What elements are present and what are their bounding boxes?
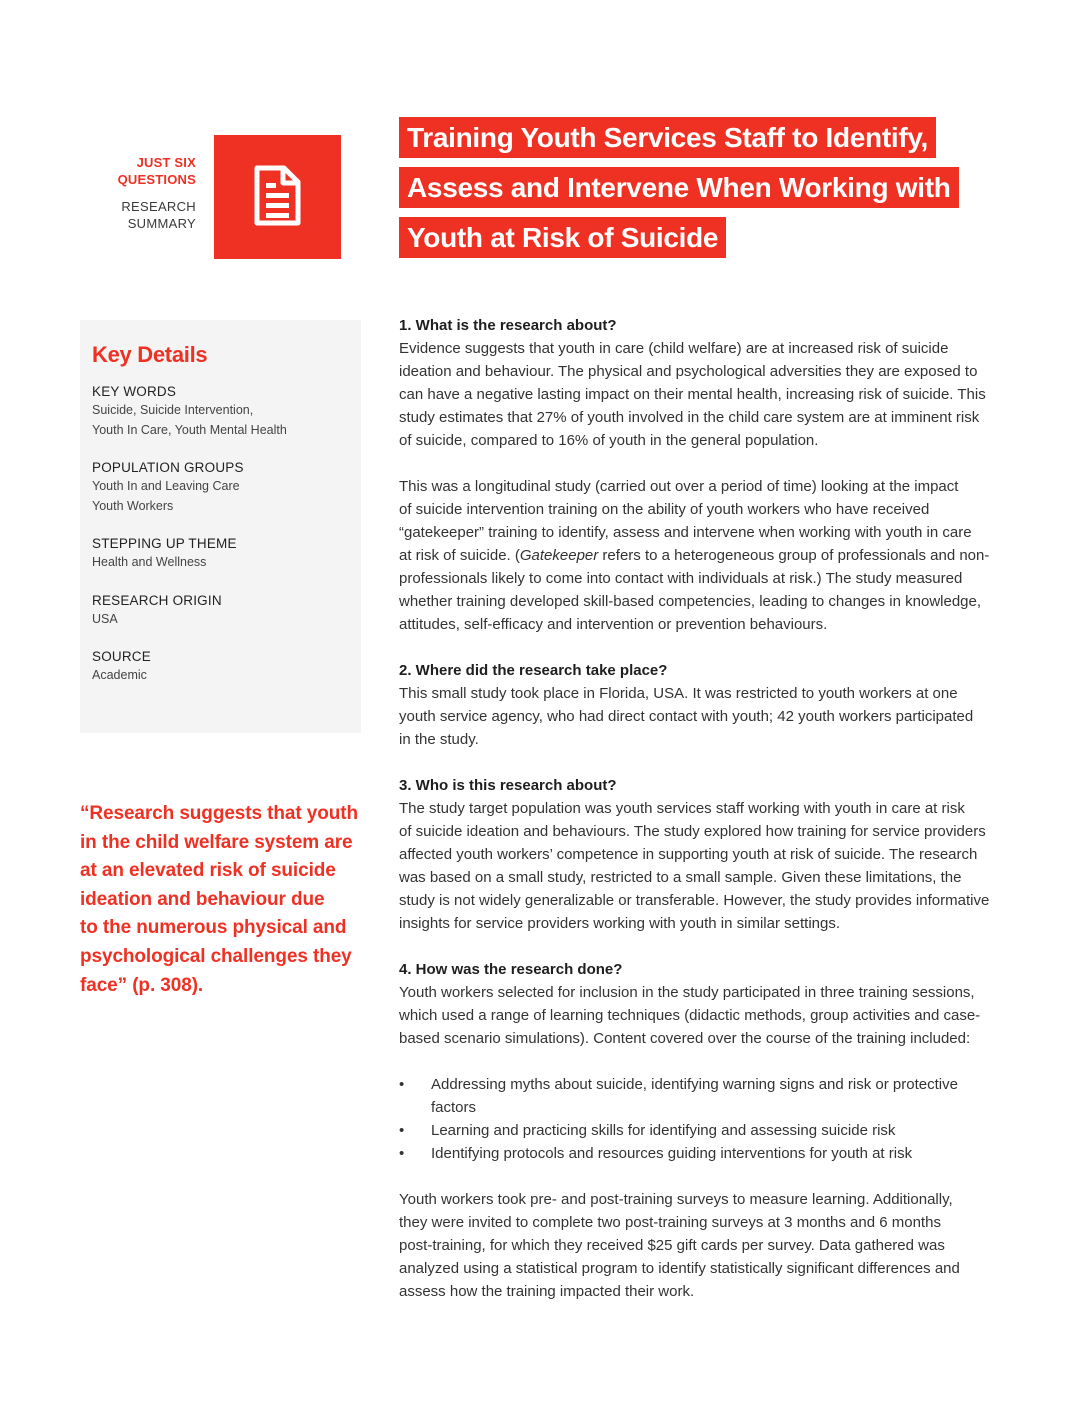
key-detail-population-groups — [92, 458, 349, 516]
key-detail-value: Health and Wellness — [92, 555, 207, 569]
section-who-is-research-about — [399, 774, 1011, 935]
section-heading: 3. Who is this research about? — [399, 777, 617, 794]
section-how-research-done — [399, 958, 1011, 1303]
key-detail-value: Academic — [92, 668, 147, 682]
section-heading: 4. How was the research done? — [399, 961, 623, 978]
paragraph: Youth workers selected for inclusion in the study participated in three training sessions, which used a range of learning techniques (didactic methods, group activities and case- based scenario simulations). Content covered over the course of the training included: — [399, 984, 981, 1047]
list-item: • Learning and practicing skills for identifying and assessing suicide risk — [399, 1119, 1011, 1142]
section-where-research-took-place — [399, 659, 1011, 751]
paragraph: This was a longitudinal study (carried out over a period of time) looking at the impact of suicide intervention training on the ability of youth workers who have received “gatekeeper” training to identify, assess and intervene when working with youth in care at risk of suicide. (Gatekeeper refers to a heterogeneous group of professionals and non- professionals likely to come into contact with individuals at risk.) The study measured whether training developed skill-based competencies, leading to changes in knowledge, attitudes, self-efficacy and intervention or prevention behaviours. — [399, 478, 990, 633]
section-heading: 1. What is the research about? — [399, 317, 617, 334]
key-details-heading: Key Details — [92, 342, 208, 367]
brand-label — [90, 154, 196, 232]
pull-quote: “Research suggests that youth in the child welfare system are at an elevated risk of suicide ideation and behaviour due to the numerous physical and psychological challenges they face” (p. 308). — [80, 803, 358, 996]
title-line: Youth at Risk of Suicide — [399, 217, 1039, 258]
key-details-panel — [80, 320, 361, 733]
key-detail-label: STEPPING UP THEME — [92, 536, 237, 551]
key-detail-value: Youth In Care, Youth Mental Health — [92, 422, 287, 437]
list-item: • Identifying protocols and resources guiding interventions for youth at risk — [399, 1142, 1011, 1165]
key-detail-source — [92, 647, 349, 686]
section-what-is-research-about — [399, 314, 1011, 636]
key-detail-keywords — [92, 382, 349, 440]
key-detail-value: Suicide, Suicide Intervention, — [92, 403, 254, 417]
key-detail-theme — [92, 534, 349, 573]
italic-term: Gatekeeper — [519, 547, 599, 564]
key-detail-label: SOURCE — [92, 649, 151, 664]
page-title — [399, 117, 1039, 267]
paragraph: Youth workers took pre- and post-training surveys to measure learning. Additionally, they were invited to complete two post-training surveys at 3 months and 6 months post-training, for which they received $25 gift cards per survey. Data gathered was analyzed using a statistical program to identify statistically significant differences and assess how the training impacted their work. — [399, 1191, 960, 1300]
paragraph: The study target population was youth services staff working with youth in care at risk of suicide ideation and behaviours. The study explored how training for service providers affected youth workers’ competence in supporting youth at risk of suicide. The research was based on a small study, restricted to a small sample. Given these limitations, the study is not widely generalizable or transferable. However, the study provides informative insights for service providers working with youth in similar settings. — [399, 800, 990, 932]
list-item: • Addressing myths about suicide, identifying warning signs and risk or protective factors — [399, 1073, 1011, 1119]
key-detail-label: POPULATION GROUPS — [92, 460, 244, 475]
paragraph: Evidence suggests that youth in care (child welfare) are at increased risk of suicide ideation and behaviour. The physical and psychological adversities they are exposed to can have a negative lasting impact on their mental health, increasing risk of suicide. This study estimates that 27% of youth involved in the child care system are at imminent risk of suicide, compared to 16% of youth in the general population. — [399, 340, 986, 449]
key-detail-label: KEY WORDS — [92, 384, 177, 399]
key-detail-value: USA — [92, 611, 118, 626]
key-detail-value: Youth Workers — [92, 498, 174, 513]
document-type: RESEARCH SUMMARY — [121, 199, 196, 231]
title-line: Assess and Intervene When Working with — [399, 167, 1039, 208]
key-detail-value: Youth In and Leaving Care — [92, 479, 240, 493]
training-content-list — [399, 1073, 1011, 1165]
main-content — [399, 314, 1011, 1303]
document-icon-box — [214, 135, 341, 259]
title-line: Training Youth Services Staff to Identify, — [399, 117, 1039, 158]
key-detail-origin — [92, 591, 349, 630]
paragraph: This small study took place in Florida, USA. It was restricted to youth workers at one youth service agency, who had direct contact with youth; 42 youth workers participated in the study. — [399, 685, 974, 748]
series-name: JUST SIX QUESTIONS — [117, 155, 196, 187]
section-heading: 2. Where did the research take place? — [399, 662, 668, 679]
document-icon — [252, 165, 302, 227]
key-detail-label: RESEARCH ORIGIN — [92, 592, 222, 608]
